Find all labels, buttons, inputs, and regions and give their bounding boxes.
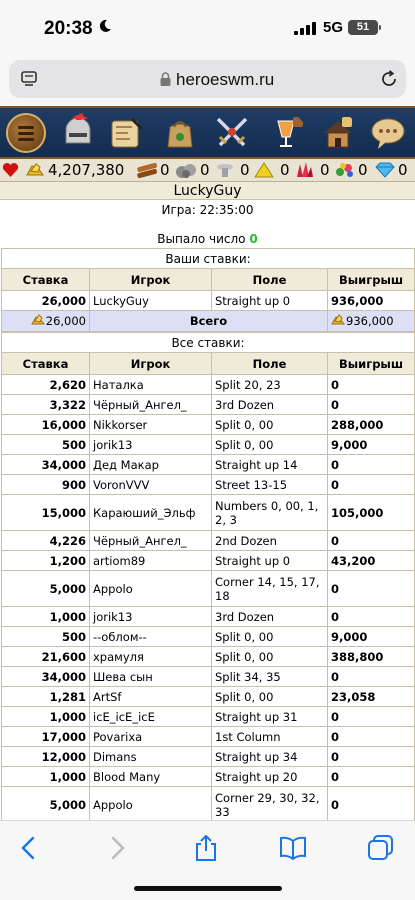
table-row	[2, 395, 415, 415]
mercury-icon	[214, 162, 236, 178]
stake-cell: 34,000	[2, 455, 90, 475]
home-indicator	[134, 886, 282, 891]
stake-cell: 17,000	[2, 727, 90, 747]
player-cell: jorik13	[90, 435, 212, 455]
win-cell: 0	[328, 395, 415, 415]
player-cell: Наталка	[90, 375, 212, 395]
player-cell: Чёрный_Ангел_	[90, 395, 212, 415]
win-cell: 0	[328, 607, 415, 627]
browser-address-area	[0, 56, 415, 106]
win-cell: 0	[328, 767, 415, 787]
address-bar[interactable]	[9, 60, 406, 98]
diamonds-amount: 0	[398, 161, 408, 179]
win-cell: 9,000	[328, 435, 415, 455]
forward-icon[interactable]	[104, 835, 130, 861]
player-cell: ArtSf	[90, 687, 212, 707]
player-cell: храмуля	[90, 647, 212, 667]
header-player: Игрок	[90, 269, 212, 291]
gold-icon	[31, 314, 45, 326]
crossed-swords-icon[interactable]	[212, 113, 252, 153]
clock: 20:38	[44, 18, 93, 39]
field-cell: Straight up 0	[212, 551, 328, 571]
table-row	[2, 475, 415, 495]
win-cell: 0	[328, 455, 415, 475]
diamonds-icon	[374, 162, 396, 178]
win-cell: 936,000	[328, 291, 415, 311]
stake-cell: 900	[2, 475, 90, 495]
battery-icon: 51	[348, 20, 378, 35]
sulfur-icon	[253, 162, 275, 178]
win-cell: 0	[328, 531, 415, 551]
header-field: Поле	[212, 269, 328, 291]
gems-amount: 0	[358, 161, 368, 179]
player-cell: Чёрный_Ангел_	[90, 531, 212, 551]
knight-helmet-icon[interactable]	[58, 113, 98, 153]
field-cell: Corner 14, 15, 17, 18	[212, 571, 328, 607]
wood-amount: 0	[160, 161, 170, 179]
resources-bar	[0, 159, 415, 182]
menu-icon[interactable]	[6, 113, 46, 153]
stake-cell: 1,000	[2, 767, 90, 787]
total-stake: 26,000	[45, 314, 86, 328]
table-row	[2, 435, 415, 455]
sulfur-amount: 0	[280, 161, 290, 179]
win-cell: 288,000	[328, 415, 415, 435]
table-row	[2, 707, 415, 727]
field-cell: Split 0, 00	[212, 627, 328, 647]
field-cell: Split 20, 23	[212, 375, 328, 395]
table-row	[2, 551, 415, 571]
header-win: Выигрыш	[328, 269, 415, 291]
field-cell: 1st Column	[212, 727, 328, 747]
health-heart-icon	[2, 162, 19, 178]
all-bets-title: Все ставки:	[2, 333, 415, 353]
winning-number: 0	[249, 232, 258, 246]
header-player: Игрок	[90, 353, 212, 375]
gold-icon	[25, 162, 45, 178]
player-cell: Nikkorser	[90, 415, 212, 435]
table-row	[2, 455, 415, 475]
mercury-amount: 0	[240, 161, 250, 179]
table-row	[2, 787, 415, 821]
table-row	[2, 747, 415, 767]
my-bets-table	[1, 248, 415, 332]
crystals-icon	[293, 162, 315, 178]
stake-cell: 5,000	[2, 787, 90, 821]
stake-cell: 16,000	[2, 415, 90, 435]
url-text: heroeswm.ru	[176, 70, 275, 89]
reload-icon[interactable]	[380, 70, 398, 88]
total-label: Всего	[90, 311, 328, 332]
chat-icon[interactable]	[368, 113, 408, 153]
header-win: Выигрыш	[328, 353, 415, 375]
moon-icon	[98, 19, 112, 33]
stake-cell: 500	[2, 627, 90, 647]
player-cell: LuckyGuy	[90, 291, 212, 311]
player-cell: jorik13	[90, 607, 212, 627]
field-cell: Straight up 34	[212, 747, 328, 767]
table-row	[2, 627, 415, 647]
win-cell: 0	[328, 747, 415, 767]
player-cell: Шева сын	[90, 667, 212, 687]
win-cell: 9,000	[328, 627, 415, 647]
player-cell: Blood Many	[90, 767, 212, 787]
status-bar	[0, 0, 415, 56]
player-cell: --облом--	[90, 627, 212, 647]
stake-cell: 2,620	[2, 375, 90, 395]
ore-icon	[175, 162, 197, 178]
stake-cell: 3,322	[2, 395, 90, 415]
header-stake: Ставка	[2, 269, 90, 291]
network-type: 5G	[323, 19, 344, 36]
win-cell: 0	[328, 667, 415, 687]
table-row	[2, 647, 415, 667]
stake-cell: 1,000	[2, 607, 90, 627]
stake-cell: 500	[2, 435, 90, 455]
my-bets-title: Ваши ставки:	[2, 249, 415, 269]
winning-number-label: Выпало число	[157, 232, 246, 246]
gems-icon	[334, 162, 356, 178]
table-row	[2, 571, 415, 607]
gold-amount: 4,207,380	[48, 161, 125, 179]
field-cell: Numbers 0, 00, 1, 2, 3	[212, 495, 328, 531]
table-row	[2, 375, 415, 395]
table-row	[2, 291, 415, 311]
stake-cell: 5,000	[2, 571, 90, 607]
player-cell: Appolo	[90, 787, 212, 821]
winning-number-line	[0, 230, 415, 248]
stake-cell: 12,000	[2, 747, 90, 767]
field-cell: Split 0, 00	[212, 647, 328, 667]
field-cell: 2nd Dozen	[212, 531, 328, 551]
bookmarks-icon[interactable]	[280, 835, 306, 861]
player-cell: icE_icE_icE	[90, 707, 212, 727]
total-row	[2, 311, 415, 332]
stake-cell: 26,000	[2, 291, 90, 311]
field-cell: Split 34, 35	[212, 667, 328, 687]
field-cell: Split 0, 00	[212, 435, 328, 455]
ore-amount: 0	[200, 161, 210, 179]
table-row	[2, 495, 415, 531]
game-nav-bar	[0, 106, 415, 159]
gold-icon	[331, 314, 345, 326]
field-cell: Corner 29, 30, 32, 33	[212, 787, 328, 821]
player-cell: Караюший_Эльф	[90, 495, 212, 531]
win-cell: 0	[328, 571, 415, 607]
signal-icon	[294, 22, 316, 35]
table-row	[2, 667, 415, 687]
field-cell: Straight up 0	[212, 291, 328, 311]
field-cell: Split 0, 00	[212, 415, 328, 435]
field-cell: Split 0, 00	[212, 687, 328, 707]
win-cell: 0	[328, 787, 415, 821]
win-cell: 0	[328, 475, 415, 495]
player-cell: Appolo	[90, 571, 212, 607]
win-cell: 105,000	[328, 495, 415, 531]
total-stake-cell	[2, 311, 90, 332]
stake-cell: 1,281	[2, 687, 90, 707]
player-cell: Dimans	[90, 747, 212, 767]
player-name: LuckyGuy	[0, 182, 415, 200]
table-row	[2, 531, 415, 551]
page-menu-icon[interactable]	[21, 71, 37, 87]
win-cell: 0	[328, 727, 415, 747]
bag-icon[interactable]	[160, 113, 200, 153]
win-cell: 23,058	[328, 687, 415, 707]
field-cell: Straight up 31	[212, 707, 328, 727]
stake-cell: 4,226	[2, 531, 90, 551]
player-cell: Povarixa	[90, 727, 212, 747]
map-scroll-icon[interactable]	[106, 113, 146, 153]
lock-icon	[160, 72, 171, 86]
table-row	[2, 727, 415, 747]
player-cell: Дед Макар	[90, 455, 212, 475]
stake-cell: 21,600	[2, 647, 90, 667]
table-row	[2, 415, 415, 435]
wood-icon	[136, 162, 158, 178]
stake-cell: 34,000	[2, 667, 90, 687]
tavern-drink-icon[interactable]	[266, 113, 306, 153]
all-bets-table	[1, 332, 415, 820]
stake-cell: 15,000	[2, 495, 90, 531]
player-cell: VoronVVV	[90, 475, 212, 495]
field-cell: Straight up 14	[212, 455, 328, 475]
tabs-icon[interactable]	[368, 835, 394, 861]
crystals-amount: 0	[320, 161, 330, 179]
share-icon[interactable]	[193, 835, 219, 861]
total-win: 936,000	[346, 314, 394, 328]
stake-cell: 1,000	[2, 707, 90, 727]
all-bets-body	[2, 375, 415, 821]
win-cell: 388,800	[328, 647, 415, 667]
win-cell: 0	[328, 375, 415, 395]
roulette-results	[0, 182, 415, 820]
table-row	[2, 607, 415, 627]
game-time: Игра: 22:35:00	[161, 203, 254, 217]
field-cell: Street 13-15	[212, 475, 328, 495]
field-cell: 3rd Dozen	[212, 607, 328, 627]
battery-tip	[379, 25, 381, 30]
house-icon[interactable]	[318, 113, 358, 153]
header-field: Поле	[212, 353, 328, 375]
field-cell: Straight up 20	[212, 767, 328, 787]
field-cell: 3rd Dozen	[212, 395, 328, 415]
win-cell: 43,200	[328, 551, 415, 571]
player-cell: artiom89	[90, 551, 212, 571]
header-stake: Ставка	[2, 353, 90, 375]
total-win-cell	[328, 311, 415, 332]
table-row	[2, 687, 415, 707]
stake-cell: 1,200	[2, 551, 90, 571]
table-row	[2, 767, 415, 787]
back-icon[interactable]	[16, 835, 42, 861]
spacer	[0, 220, 415, 230]
win-cell: 0	[328, 707, 415, 727]
